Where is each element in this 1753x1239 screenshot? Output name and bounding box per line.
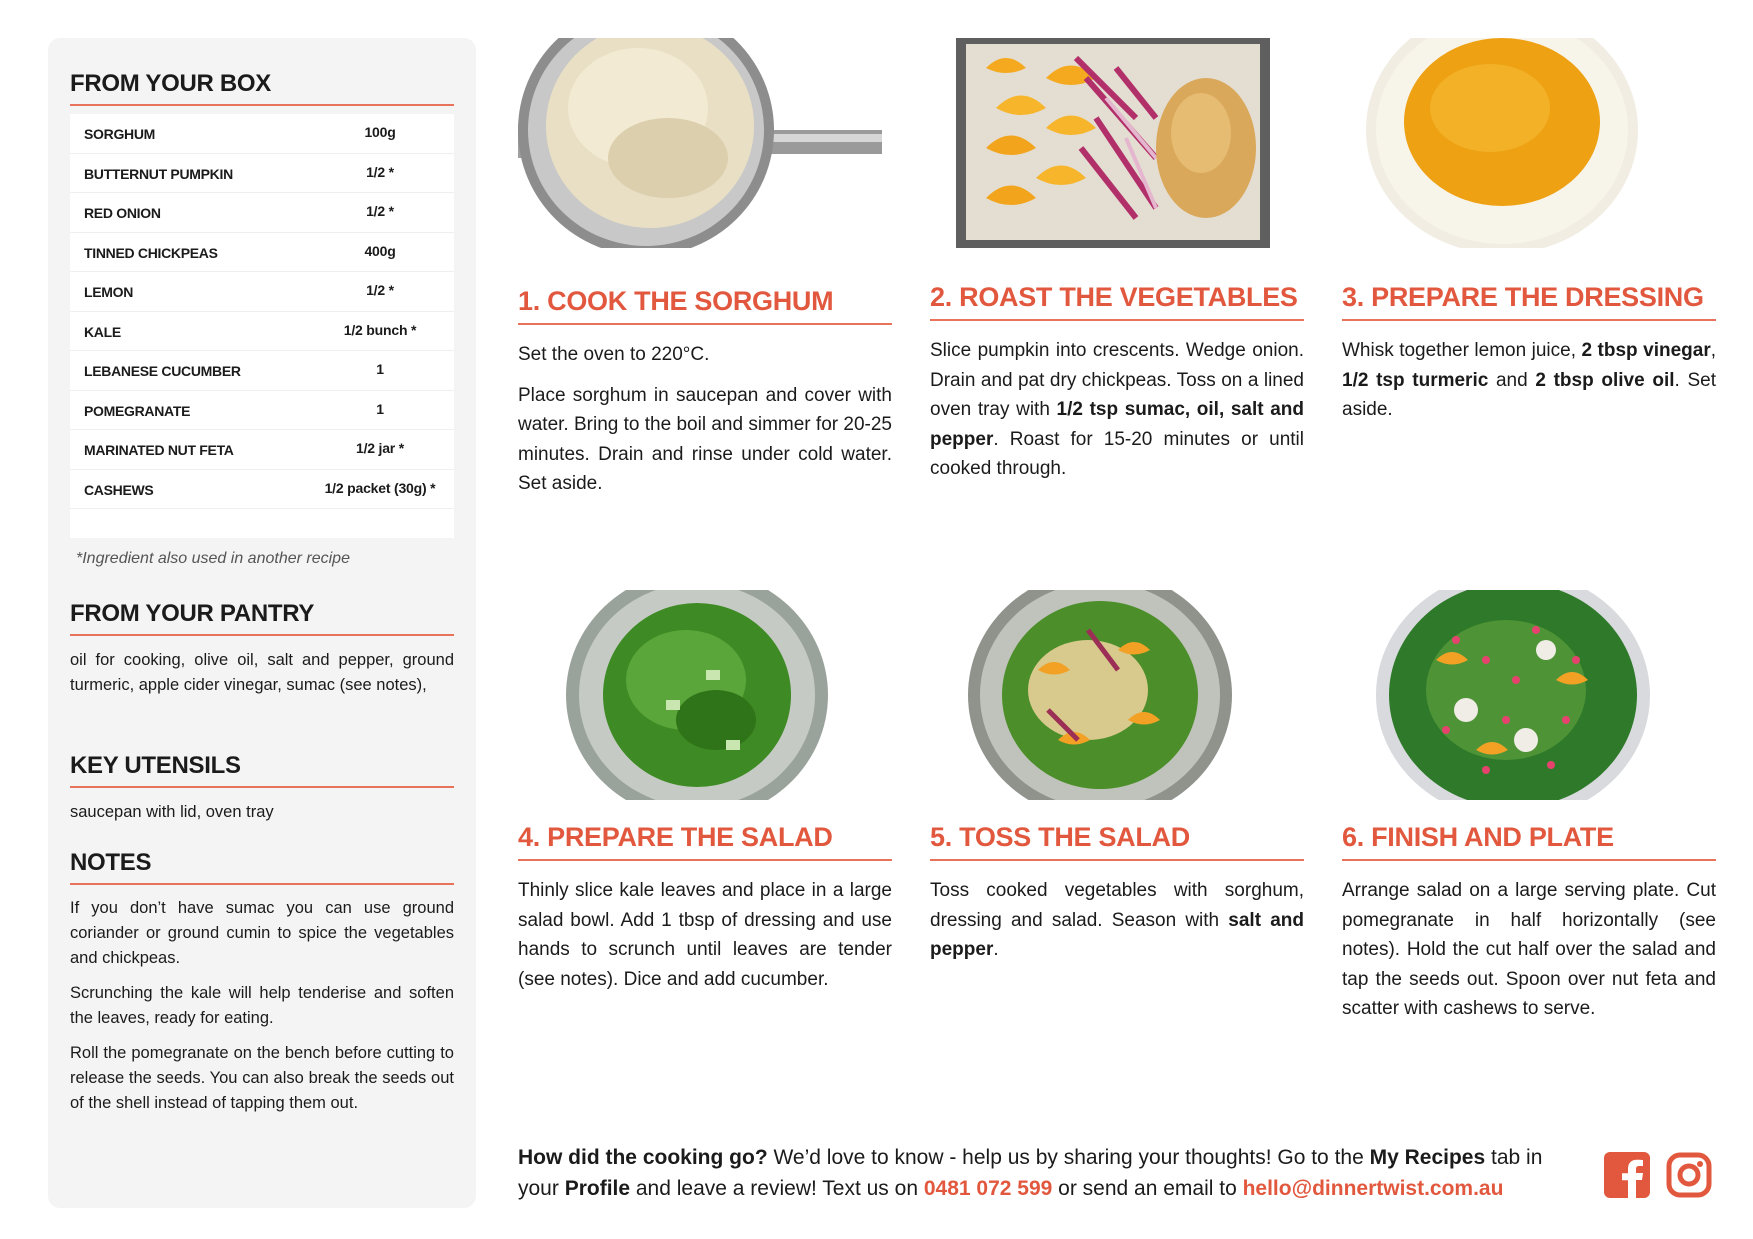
step-5-bold: salt and pepper	[930, 909, 1304, 960]
ingredient-name: TINNED CHICKPEAS	[84, 244, 218, 261]
ingredient-qty: 1/2 *	[366, 282, 394, 298]
step-5-text-part: Toss cooked vegetables with sorghum, dressing and salad. Season with	[930, 880, 1304, 931]
step-2-title: 2. ROAST THE VEGETABLES	[930, 282, 1304, 321]
ingredient-qty: 400g	[364, 242, 396, 259]
step-3-bold: 1/2 tsp turmeric	[1342, 369, 1489, 391]
step-1-title: 1. COOK THE SORGHUM	[518, 286, 892, 325]
step-1-paragraph: Set the oven to 220°C.	[518, 344, 710, 365]
step-3-text-part: . Set aside.	[1342, 369, 1717, 420]
notes-body	[70, 896, 454, 1126]
ingredient-qty: 1/2 packet (30g) *	[324, 479, 436, 496]
utensils-title: KEY UTENSILS	[70, 752, 454, 788]
utensils-text: saucepan with lid, oven tray	[70, 803, 274, 821]
step-4-title: 4. PREPARE THE SALAD	[518, 822, 892, 861]
ingredient-name: BUTTERNUT PUMPKIN	[84, 165, 233, 182]
pantry-text: oil for cooking, olive oil, salt and pepper, ground turmeric, apple cider vinegar, sumac (see notes),	[70, 651, 454, 694]
dressing-bowl-photo	[1366, 38, 1638, 248]
ingredient-row	[70, 391, 454, 431]
step-1-text	[518, 340, 892, 510]
feedback-bold: Profile	[564, 1177, 631, 1200]
step-3-text	[1342, 336, 1716, 436]
ingredient-row	[70, 470, 454, 510]
box-title: FROM YOUR BOX	[70, 70, 454, 106]
step-4-paragraph: Thinly slice kale leaves and place in a large salad bowl. Add 1 tbsp of dressing and use hands to scrunch until leaves are tender (see notes). Dice and add cucumber.	[518, 880, 892, 990]
finished-plate-photo	[1376, 590, 1650, 800]
step-1-paragraph: Place sorghum in saucepan and cover with water. Bring to the boil and simmer for 20-25 minutes. Drain and rinse under cold water. Set aside.	[518, 384, 892, 494]
pantry-title: FROM YOUR PANTRY	[70, 600, 454, 636]
feedback-bold: How did the cooking go?	[518, 1146, 768, 1169]
note-paragraph: Scrunching the kale will help tenderise and soften the leaves, ready for eating.	[70, 984, 454, 1027]
ingredient-footnote: *Ingredient also used in another recipe	[76, 550, 350, 567]
phone-link[interactable]: 0481 072 599	[923, 1177, 1053, 1200]
ingredient-qty: 1/2 *	[366, 163, 394, 180]
feedback-text: and leave a review! Text us on	[630, 1177, 924, 1200]
note-paragraph: Roll the pomegranate on the bench before cutting to release the seeds. You can also break the seeds out of the shell instead of tapping them out.	[70, 1044, 454, 1112]
step-5-text-part: .	[993, 939, 999, 960]
ingredients-table	[70, 114, 454, 538]
ingredient-qty: 1/2 jar *	[355, 440, 404, 456]
kale-salad-photo	[566, 590, 828, 800]
ingredient-row	[70, 272, 454, 312]
feedback-bold: My Recipes	[1369, 1146, 1486, 1169]
step-5-text	[930, 876, 1304, 976]
ingredient-qty: 1	[376, 400, 384, 417]
step-6-title: 6. FINISH AND PLATE	[1342, 822, 1716, 861]
ingredient-name: RED ONION	[84, 205, 161, 221]
step-3-text-part: and	[1488, 369, 1536, 391]
step-2-text	[930, 336, 1304, 495]
step-4-text	[518, 876, 892, 1005]
step-2-bold: 1/2 tsp sumac, oil, salt and pepper	[930, 399, 1304, 450]
step-3-text-part: Whisk together lemon juice,	[1342, 340, 1582, 361]
sidebar	[48, 38, 476, 1208]
feedback-text: or send an email to	[1052, 1177, 1243, 1200]
ingredient-qty: 1	[376, 361, 384, 377]
ingredient-name: KALE	[84, 323, 121, 340]
feedback-text: We’d love to know - help us by sharing your thoughts! Go to the	[767, 1146, 1370, 1169]
tossed-salad-photo	[968, 590, 1232, 800]
step-6-text	[1342, 876, 1716, 1035]
ingredient-row	[70, 154, 454, 194]
facebook-icon[interactable]	[1604, 1152, 1650, 1198]
ingredient-row	[70, 312, 454, 352]
ingredient-row	[70, 193, 454, 233]
ingredient-name: LEMON	[84, 284, 134, 300]
notes-title: NOTES	[70, 849, 454, 885]
step-3-bold: 2 tbsp vinegar	[1581, 340, 1711, 361]
ingredient-name: LEBANESE CUCUMBER	[84, 363, 241, 379]
roast-vegetables-photo	[956, 38, 1270, 248]
ingredient-row	[70, 233, 454, 273]
step-5-title: 5. TOSS THE SALAD	[930, 822, 1304, 861]
step-6-paragraph: Arrange salad on a large serving plate. Cut pomegranate in half horizontally (see notes). Hold the cut half over the salad and tap the seeds out. Spoon over nut feta and scatter with cashews to serve.	[1342, 880, 1716, 1019]
ingredient-row	[70, 351, 454, 391]
ingredient-name: CASHEWS	[84, 481, 154, 498]
ingredient-row	[70, 114, 454, 154]
ingredient-name: POMEGRANATE	[84, 402, 191, 419]
ingredient-qty: 1/2 bunch *	[343, 321, 417, 338]
ingredient-qty: 1/2 *	[366, 203, 394, 219]
email-link[interactable]: hello@dinnertwist.com.au	[1242, 1177, 1504, 1200]
step-2-text-part: Slice pumpkin into crescents. Wedge onion. Drain and pat dry chickpeas. Toss on a lined oven tray with	[930, 340, 1304, 420]
feedback-text: tab in your	[518, 1146, 1543, 1200]
feedback-message	[518, 1142, 1578, 1204]
ingredient-name: MARINATED NUT FETA	[84, 442, 234, 458]
step-2-text-part: . Roast for 15-20 minutes or until cooked through.	[930, 428, 1304, 479]
step-3-text-part: ,	[1710, 340, 1716, 361]
ingredient-row	[70, 430, 454, 470]
step-3-title: 3. PREPARE THE DRESSING	[1342, 282, 1716, 321]
ingredient-name: SORGHUM	[84, 126, 156, 142]
ingredient-qty: 100g	[364, 124, 396, 140]
instagram-icon[interactable]	[1666, 1152, 1712, 1198]
sorghum-photo	[518, 38, 882, 248]
step-3-bold: 2 tbsp olive oil	[1535, 369, 1675, 391]
note-paragraph: If you don’t have sumac you can use ground coriander or ground cumin to spice the vegetables and chickpeas.	[70, 899, 454, 967]
